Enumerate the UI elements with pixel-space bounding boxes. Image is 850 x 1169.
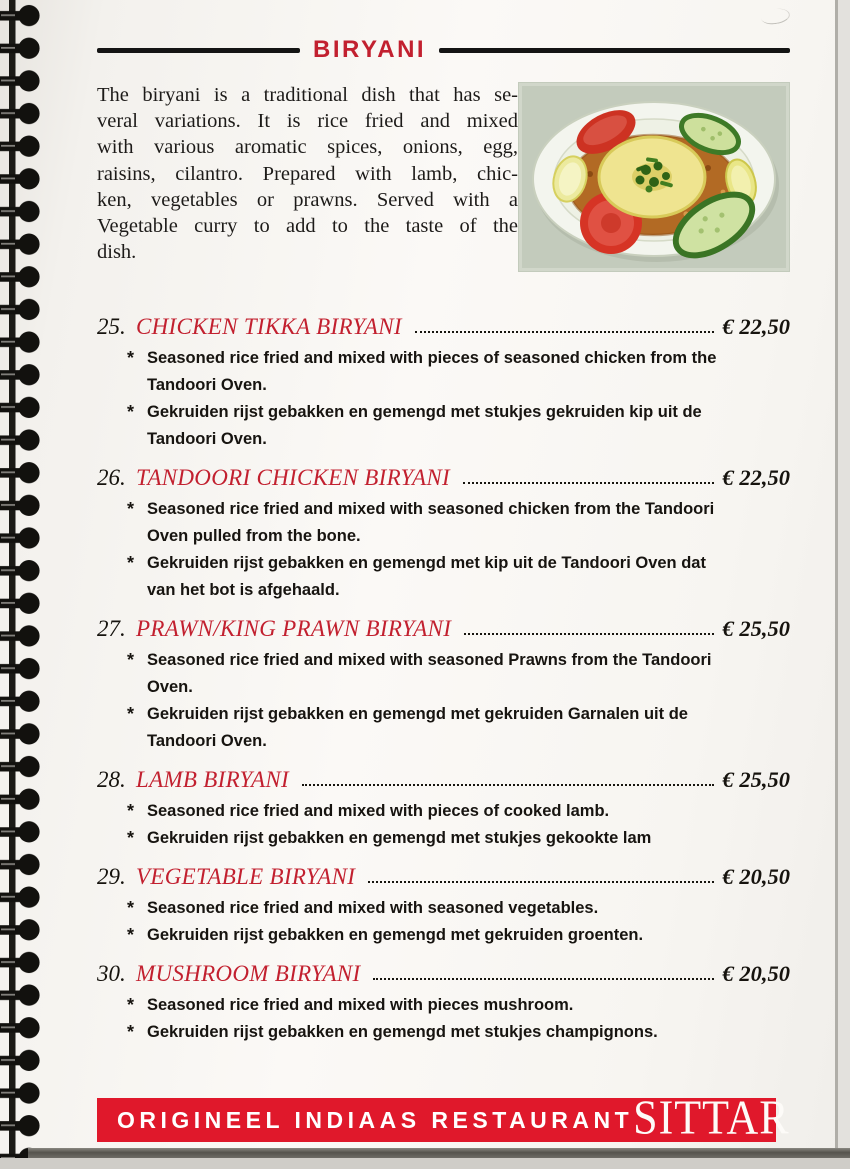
bullet-asterisk: * (127, 402, 135, 422)
scan-bottom-margin (0, 1158, 850, 1169)
pineapple-ring (599, 137, 705, 217)
item-name: MUSHROOM BIRYANI (136, 961, 361, 986)
item-description-nl: * Gekruiden rijst gebakken en gemengd met gekruiden groenten. (127, 922, 790, 949)
intro-line: with various aromatic spices, onions, egg, (97, 136, 518, 159)
item-name: LAMB BIRYANI (136, 767, 289, 792)
item-descriptions (97, 798, 790, 852)
bullet-asterisk: * (127, 801, 135, 821)
lead-section (97, 82, 790, 272)
item-description-nl: * Gekruiden rijst gebakken en gemengd met stukjes champignons. (127, 1019, 790, 1046)
item-description-en: * Seasoned rice fried and mixed with seasoned vegetables. (127, 895, 790, 922)
bullet-asterisk: * (127, 995, 135, 1015)
menu-list (97, 314, 790, 1046)
dish-photo (518, 82, 790, 272)
item-description-en: * Seasoned rice fried and mixed with pieces mushroom. (127, 992, 790, 1019)
item-description-en: * Seasoned rice fried and mixed with pieces of seasoned chicken from the Tandoori Oven. (127, 345, 790, 399)
dotted-leader (368, 881, 713, 883)
item-number: 25. (97, 314, 126, 339)
page-right-edge (835, 0, 838, 1152)
menu-item-header (97, 864, 790, 890)
bullet-asterisk: * (127, 553, 135, 573)
item-description-nl: * Gekruiden rijst gebakken en gemengd met stukjes gekruiden kip uit de Tandoori Oven. (127, 399, 790, 453)
spiral-binding (0, 0, 50, 1169)
header-rule-right (439, 48, 790, 53)
bullet-asterisk: * (127, 828, 135, 848)
bullet-asterisk: * (127, 925, 135, 945)
bullet-asterisk: * (127, 650, 135, 670)
item-name: PRAWN/KING PRAWN BIRYANI (136, 616, 452, 641)
item-name: CHICKEN TIKKA BIRYANI (136, 314, 402, 339)
bullet-asterisk: * (127, 1022, 135, 1042)
item-description-nl: * Gekruiden rijst gebakken en gemengd met stukjes gekookte lam (127, 825, 790, 852)
scan-right-margin (838, 0, 850, 1152)
intro-line: dish. (97, 241, 137, 264)
menu-item (97, 314, 790, 453)
intro-paragraph (97, 82, 518, 272)
menu-item-header (97, 767, 790, 793)
menu-item-header (97, 961, 790, 987)
item-price: € 20,50 (722, 864, 790, 889)
item-description-en: * Seasoned rice fried and mixed with seasoned Prawns from the Tandoori Oven. (127, 647, 790, 701)
dotted-leader (302, 784, 714, 786)
intro-line: raisins, cilantro. Prepared with lamb, chic- (97, 162, 518, 185)
dotted-leader (464, 633, 713, 635)
item-descriptions (97, 895, 790, 949)
binding-coils (0, 0, 50, 1169)
page-bottom-edge (28, 1148, 850, 1158)
item-description-nl: * Gekruiden rijst gebakken en gemengd met gekruiden Garnalen uit de Tandoori Oven. (127, 701, 790, 755)
item-description-nl: * Gekruiden rijst gebakken en gemengd met kip uit de Tandoori Oven dat van het bot is afgehaald. (127, 550, 790, 604)
intro-line: ken, vegetables or prawns. Served with a (97, 188, 518, 211)
bullet-asterisk: * (127, 898, 135, 918)
bullet-asterisk: * (127, 348, 135, 368)
item-price: € 25,50 (722, 767, 790, 792)
item-price: € 25,50 (722, 616, 790, 641)
item-description-en: * Seasoned rice fried and mixed with pieces of cooked lamb. (127, 798, 790, 825)
item-descriptions (97, 992, 790, 1046)
bullet-asterisk: * (127, 499, 135, 519)
item-name: VEGETABLE BIRYANI (136, 864, 356, 889)
dish-photo-illustration (518, 82, 790, 272)
item-price: € 22,50 (722, 465, 790, 490)
intro-line: The biryani is a traditional dish that has se- (97, 84, 518, 106)
item-descriptions (97, 345, 790, 453)
item-name: TANDOORI CHICKEN BIRYANI (136, 465, 450, 490)
menu-item-header (97, 616, 790, 642)
menu-item-header (97, 314, 790, 340)
item-number: 29. (97, 864, 126, 889)
page-content (97, 0, 790, 1145)
dotted-leader (373, 978, 713, 980)
item-descriptions (97, 496, 790, 604)
menu-item (97, 616, 790, 755)
dotted-leader (415, 331, 714, 333)
brand-logo: SITTAR (633, 1090, 790, 1145)
menu-item (97, 465, 790, 604)
item-descriptions (97, 647, 790, 755)
page-title: BIRYANI (313, 36, 427, 63)
item-number: 30. (97, 961, 126, 986)
menu-item (97, 864, 790, 949)
menu-item (97, 767, 790, 852)
menu-item (97, 961, 790, 1046)
item-number: 26. (97, 465, 126, 490)
intro-line: Vegetable curry to add to the taste of the (97, 215, 518, 238)
section-header (97, 37, 790, 63)
item-number: 27. (97, 616, 126, 641)
menu-item-header (97, 465, 790, 491)
restaurant-banner (97, 1090, 790, 1145)
item-price: € 22,50 (722, 314, 790, 339)
dotted-leader (463, 482, 714, 484)
item-price: € 20,50 (722, 961, 790, 986)
item-number: 28. (97, 767, 126, 792)
intro-line: veral variations. It is rice fried and mixed (97, 110, 518, 133)
bullet-asterisk: * (127, 704, 135, 724)
item-description-en: * Seasoned rice fried and mixed with seasoned chicken from the Tandoori Oven pulled from the bone. (127, 496, 790, 550)
banner-text: ORIGINEEL INDIAAS RESTAURANT (117, 1106, 634, 1133)
header-rule-left (97, 48, 300, 53)
